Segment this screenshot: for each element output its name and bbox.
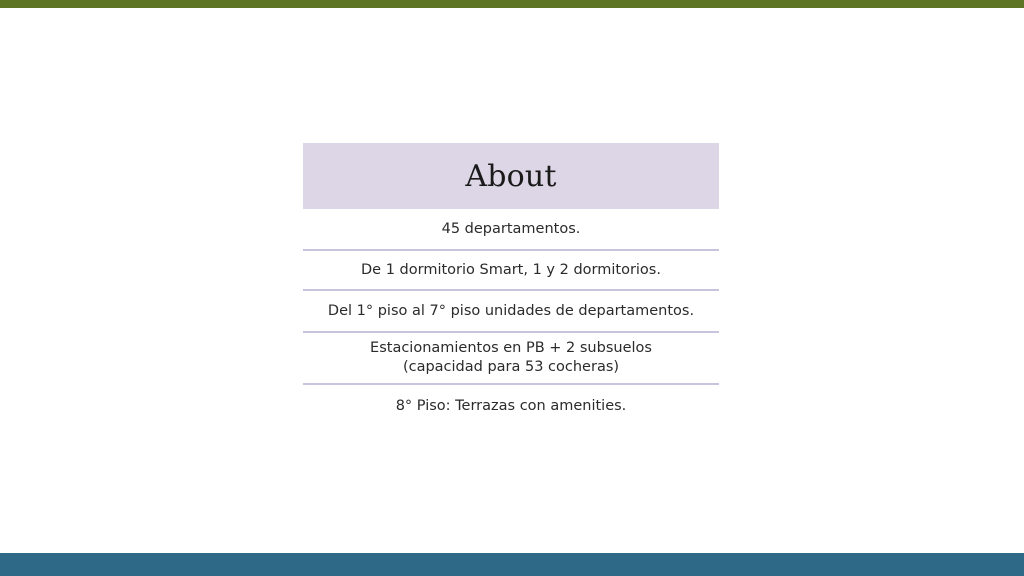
top-accent-bar — [0, 0, 1024, 8]
about-row-text: 8° Piso: Terrazas con amenities. — [395, 397, 627, 414]
about-row-bedrooms — [303, 251, 719, 291]
about-row-text: Del 1° piso al 7° piso unidades de departamentos. — [327, 302, 695, 319]
about-title: About — [465, 158, 557, 194]
about-row-amenities — [303, 385, 719, 427]
about-row-units — [303, 209, 719, 251]
about-table — [303, 143, 719, 427]
about-row-text: 45 departamentos. — [441, 221, 581, 237]
about-header — [303, 143, 719, 209]
about-row-floors — [303, 291, 719, 333]
bottom-accent-bar — [0, 553, 1024, 576]
about-row-text: Estacionamientos en PB + 2 subsuelos (capacidad para 53 cocheras) — [370, 340, 652, 375]
about-row-text: De 1 dormitorio Smart, 1 y 2 dormitorios. — [361, 261, 661, 278]
about-row-parking — [303, 333, 719, 385]
